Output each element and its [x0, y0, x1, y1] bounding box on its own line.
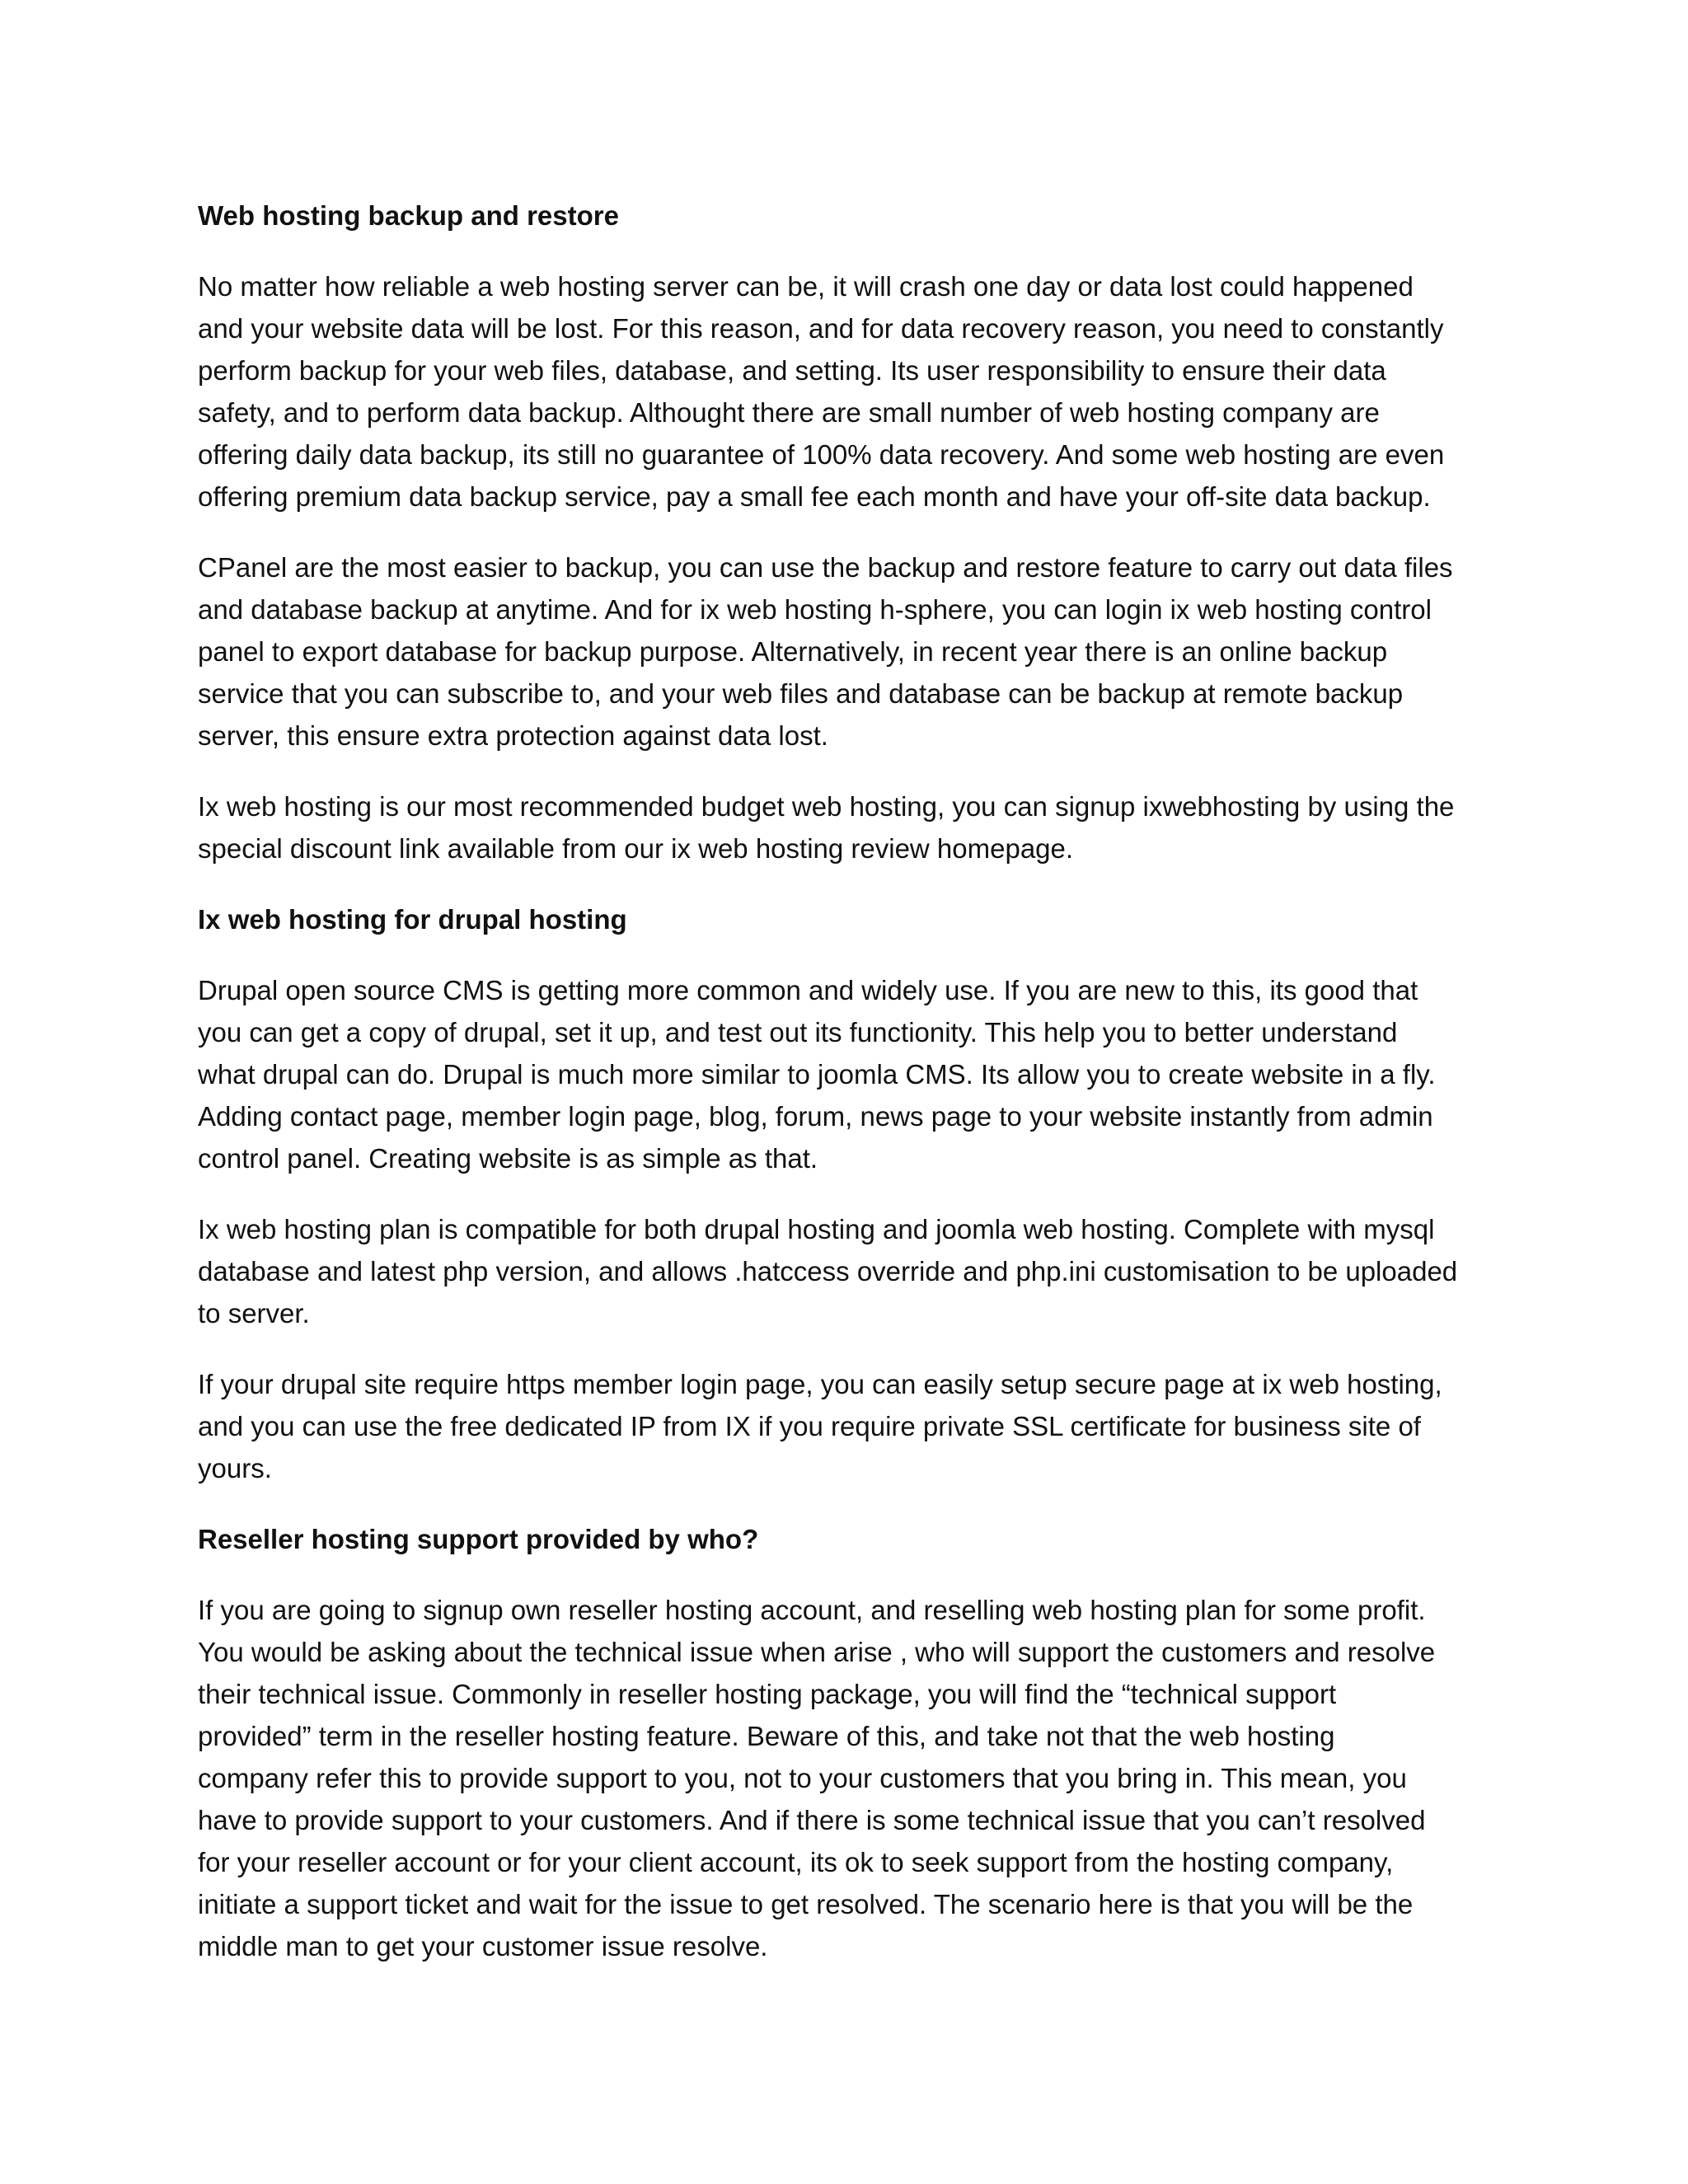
paragraph-line: what drupal can do. Drupal is much more similar to joomla CMS. Its allow you to create website in a fly. [198, 1059, 1436, 1090]
paragraph-line: offering premium data backup service, pay a small fee each month and have your off-site data backup. [198, 481, 1431, 512]
paragraph-line: special discount link available from our ix web hosting review homepage. [198, 833, 1074, 864]
paragraph [198, 265, 1500, 518]
paragraph-line: have to provide support to your customers. And if there is some technical issue that you can’t resolved [198, 1805, 1426, 1835]
paragraph-line: safety, and to perform data backup. Althought there are small number of web hosting company are [198, 397, 1380, 428]
paragraph-line: and database backup at anytime. And for ix web hosting h-sphere, you can login ix web hosting control [198, 594, 1432, 625]
paragraph-line: Ix web hosting is our most recommended budget web hosting, you can signup ixwebhosting by using the [198, 791, 1455, 822]
paragraph-line: provided” term in the reseller hosting feature. Beware of this, and take not that the web hosting [198, 1721, 1335, 1751]
paragraph-line: CPanel are the most easier to backup, you can use the backup and restore feature to carry out data files [198, 552, 1453, 583]
section-heading: Reseller hosting support provided by who? [198, 1524, 759, 1554]
document-body [198, 194, 1500, 1996]
paragraph-line: you can get a copy of drupal, set it up, and test out its functionity. This help you to better understand [198, 1017, 1398, 1047]
paragraph-line: yours. [198, 1453, 272, 1483]
paragraph [198, 1208, 1500, 1334]
paragraph-line: No matter how reliable a web hosting server can be, it will crash one day or data lost could happened [198, 271, 1414, 302]
paragraph [198, 1589, 1500, 1967]
paragraph-line: offering daily data backup, its still no guarantee of 100% data recovery. And some web hosting are even [198, 439, 1445, 470]
paragraph-line: Ix web hosting plan is compatible for both drupal hosting and joomla web hosting. Complete with mysql [198, 1214, 1435, 1244]
paragraph-line: company refer this to provide support to you, not to your customers that you bring in. This mean, you [198, 1763, 1407, 1793]
paragraph-line: Drupal open source CMS is getting more common and widely use. If you are new to this, its good that [198, 975, 1418, 1005]
paragraph-line: Adding contact page, member login page, blog, forum, news page to your website instantly from admin [198, 1101, 1433, 1132]
paragraph [198, 1363, 1500, 1489]
paragraph-line: middle man to get your customer issue resolve. [198, 1931, 768, 1961]
paragraph [198, 546, 1500, 757]
paragraph-line: panel to export database for backup purpose. Alternatively, in recent year there is an online backup [198, 636, 1388, 667]
section-heading: Ix web hosting for drupal hosting [198, 904, 627, 935]
paragraph [198, 969, 1500, 1179]
paragraph-line: their technical issue. Commonly in reseller hosting package, you will find the “technical support [198, 1679, 1337, 1709]
paragraph-line: database and latest php version, and allows .hatccess override and php.ini customisation to be uploaded [198, 1256, 1458, 1286]
section-heading: Web hosting backup and restore [198, 200, 619, 231]
paragraph-line: server, this ensure extra protection against data lost. [198, 720, 828, 751]
paragraph-line: service that you can subscribe to, and your web files and database can be backup at remote backup [198, 678, 1404, 709]
paragraph-line: and your website data will be lost. For this reason, and for data recovery reason, you need to constantly [198, 313, 1444, 344]
paragraph-line: If your drupal site require https member login page, you can easily setup secure page at ix web hosting, [198, 1369, 1442, 1399]
paragraph [198, 785, 1500, 869]
paragraph-line: perform backup for your web files, database, and setting. Its user responsibility to ensure their data [198, 355, 1386, 386]
paragraph-line: and you can use the free dedicated IP from IX if you require private SSL certificate for business site of [198, 1411, 1421, 1441]
paragraph-line: to server. [198, 1298, 310, 1329]
paragraph-line: You would be asking about the technical issue when arise , who will support the customers and resolve [198, 1637, 1436, 1667]
paragraph-line: for your reseller account or for your client account, its ok to seek support from the hosting company, [198, 1847, 1394, 1877]
paragraph-line: initiate a support ticket and wait for the issue to get resolved. The scenario here is that you will be the [198, 1889, 1414, 1919]
paragraph-line: control panel. Creating website is as simple as that. [198, 1143, 818, 1174]
paragraph-line: If you are going to signup own reseller hosting account, and reselling web hosting plan for some profit. [198, 1595, 1426, 1625]
